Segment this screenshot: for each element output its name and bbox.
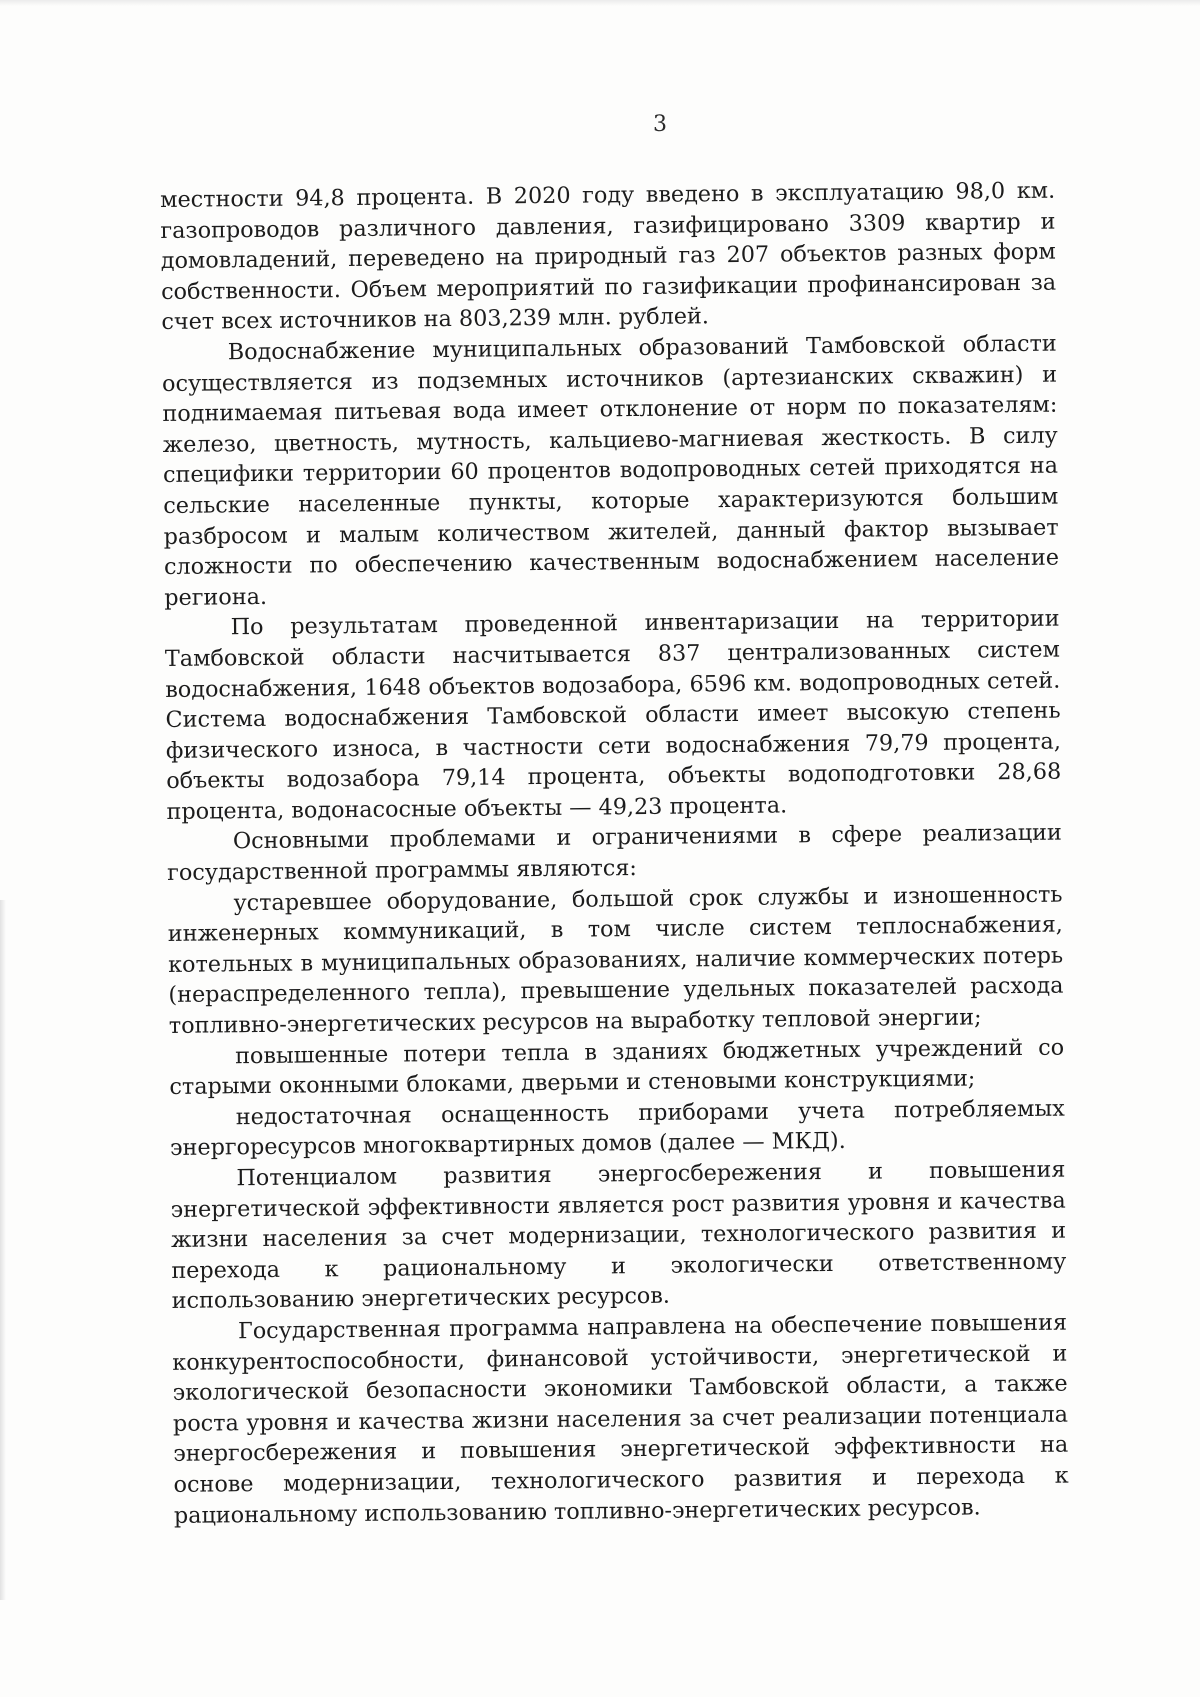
document-body: [160, 176, 1069, 1531]
paragraph-program-goal: Государственная программа направлена на обеспечение повышения конкурентоспособности, финансовой устойчивости, энергетической и экологической безопасности экономики Тамбовской области, а также роста уровня и качества жизни населения за счет реализации потенциала энергосбережения и повышения энергетической эффективности на основе модернизации, технологического развития и перехода к рациональному использованию топливно-энергетических ресурсов.: [172, 1309, 1069, 1529]
paragraph-problem-metering: недостаточная оснащенность приборами учета потребляемых энергоресурсов многоквартирных домов (далее — МКД).: [169, 1095, 1065, 1162]
page-number: 3: [653, 112, 667, 137]
paragraph-potential: Потенциалом развития энергосбережения и повышения энергетической эффективности является рост развития уровня и качества жизни населения за счет модернизации, технологического развития и перехода к рациональному и экологически ответственному использованию энергетических ресурсов.: [170, 1156, 1067, 1315]
paragraph-gasification: местности 94,8 процента. В 2020 году введено в эксплуатацию 98,0 км. газопроводов различного давления, газифицировано 3309 квартир и домовладений, переведено на природный газ 207 объектов разных форм собственности. Объем мероприятий по газификации профинансирован за счет всех источников на 803,239 млн. рублей.: [160, 177, 1057, 336]
scan-edge-left: [0, 900, 6, 1600]
paragraph-problem-equipment: устаревшее оборудование, большой срок службы и изношенность инженерных коммуникаций, в том числе систем теплоснабжения, котельных в муниципальных образованиях, наличие коммерческих потерь (нераспределенного тепла), превышение удельных показателей расхода топливно-энергетических ресурсов на выработку тепловой энергии;: [167, 881, 1064, 1039]
paragraph-problems-intro: Основными проблемами и ограничениями в сфере реализации государственной программы являются:: [167, 820, 1062, 887]
paragraph-inventory: По результатам проведенной инвентаризации на территории Тамбовской области насчитывается 837 централизованных систем водоснабжения, 1648 объектов водозабора, 6596 км. водопроводных сетей. Система водоснабжения Тамбовской области имеет высокую степень физического износа, в частности сети водоснабжения 79,79 процента, объекты водозабора 79,14 процента, объекты водоподготовки 28,68 процента, водонасосные объекты — 49,23 процента.: [164, 605, 1062, 825]
scan-edge-top: [0, 0, 1200, 6]
paragraph-water-supply: Водоснабжение муниципальных образований Тамбовской области осуществляется из подземных источников (артезианских скважин) и поднимаемая питьевая вода имеет отклонение от норм по показателям: железо, цветность, мутность, кальциево-магниевая жесткость. В силу специфики территории 60 процентов водопроводных сетей приходятся на сельские населенные пункты, которые характеризуются большим разбросом и малым количеством жителей, данный фактор вызывает сложности по обеспечению качественным водоснабжением население региона.: [161, 330, 1060, 611]
paragraph-problem-heat-loss: повышенные потери тепла в зданиях бюджетных учреждений со старыми оконными блоками, дверьми и стеновыми конструкциями;: [169, 1034, 1065, 1101]
